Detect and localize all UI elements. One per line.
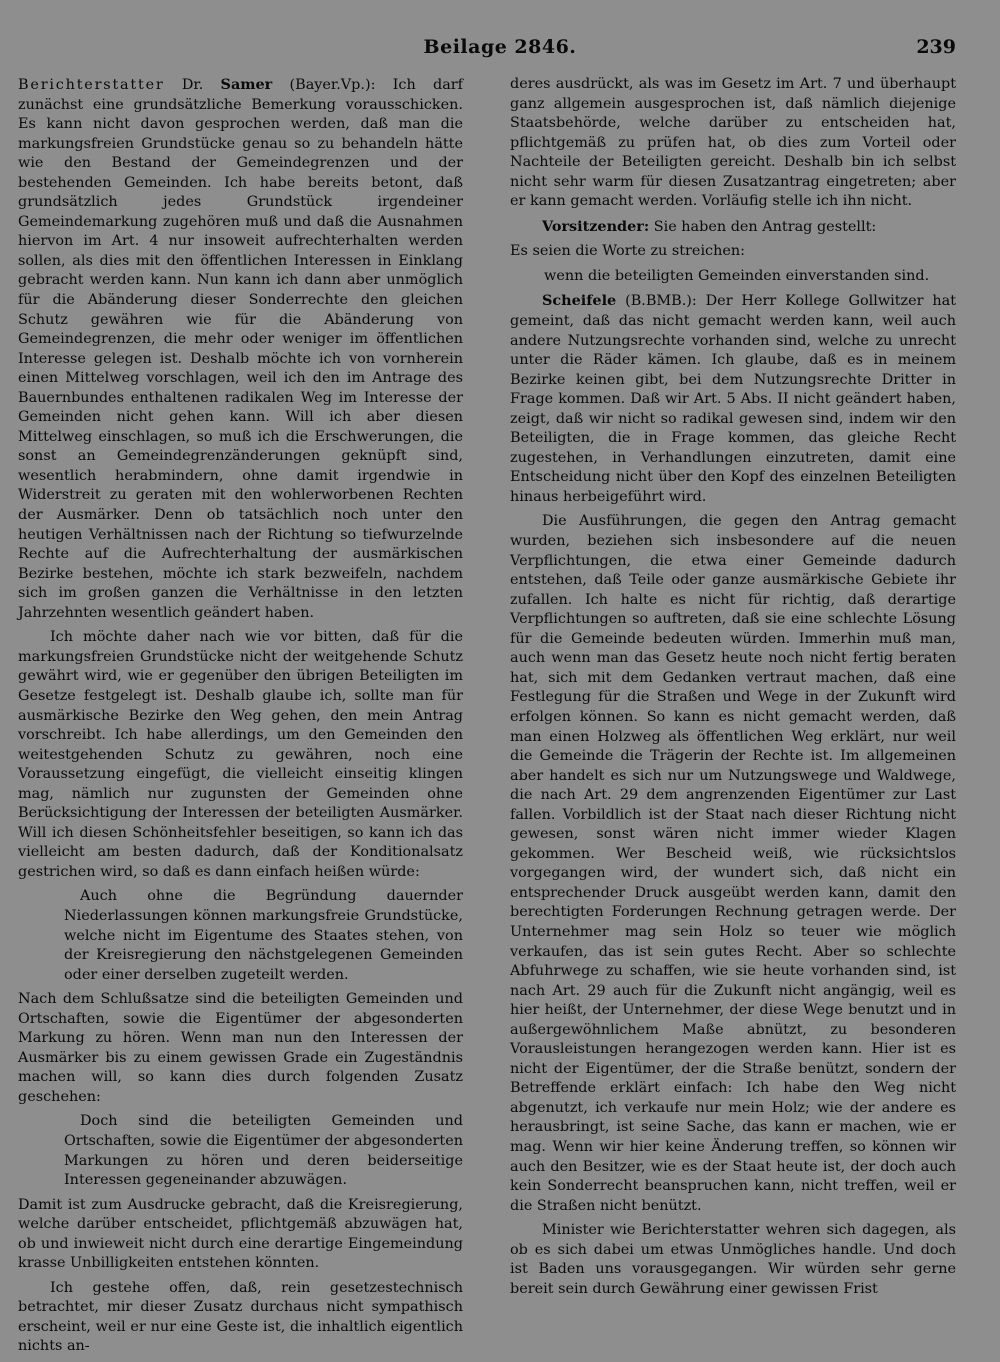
quoted-amendment: wenn die beteiligten Gemeinden einverstanden sind. <box>544 267 930 284</box>
paragraph-text: Der Herr Kollege Gollwitzer hat gemeint, daß das nicht gemacht werden kann, weil auch andere Nutzungsrechte vorhanden sind, welche zu unrecht unter die Räder kämen. Ich glaube, daß es in meinem Bezirke keinen gibt, bei dem Nutzungsrechte Dritter in Frage kommen. Daß wir Art. 5 Abs. II nicht geändert haben, zeigt, daß wir nicht so radikal gewesen sind, indem wir den Beteiligten, die in Frage kommen, das gleiche Recht zugestehen, in Verhandlungen einzutreten, damit eine Entscheidung nicht über den Kopf des einzelnen Beteiligten hinaus herbeigeführt wird. <box>510 293 956 505</box>
paragraph <box>18 75 463 623</box>
speaker-title: Dr. <box>164 77 221 93</box>
speaker-name: Scheifele <box>542 292 617 310</box>
quoted-amendment: Doch sind die beteiligten Gemeinden und Ortschaften, sowie die Eigentümer der abgesonderten Markungen zu hören und deren beiderseitige Interessen gegeneinander abzuwägen. <box>64 1113 463 1189</box>
right-column <box>510 75 956 1304</box>
speaker-name: Vorsitzender: <box>542 217 650 235</box>
paragraph: Minister wie Berichterstatter wehren sich dagegen, als ob es sich dabei um etwas Unmögliches handle. Und doch ist Baden uns vorausgegangen. Wir würden sehr gerne bereit sein durch Gewährung einer gewissen Frist <box>510 1222 956 1297</box>
speaker-party: (Bayer.Vp.): <box>272 77 393 93</box>
paragraph <box>510 291 956 507</box>
paragraph: Es seien die Worte zu streichen: <box>510 243 746 260</box>
quoted-amendment: Auch ohne die Begründung dauernder Niederlassungen können markungsfreie Grundstücke, welche nicht im Eigentume des Staates stehen, von der Kreisregierung den nächstgelegenen Gemeinden oder einer derselben zugeteilt werden. <box>64 888 463 983</box>
paragraph-text: Sie haben den Antrag gestellt: <box>649 218 877 235</box>
left-column <box>18 75 463 1362</box>
paragraph: deres ausdrückt, als was im Gesetz im Art. 7 und überhaupt ganz allgemein ausgesprochen ist, daß nämlich diejenige Staatsbehörde, welche darüber zu entscheiden hat, pflichtgemäß zu prüfen hat, ob dies zum Vorteil oder Nachteile der Beteiligten gereicht. Deshalb bin ich selbst nicht sehr warm für diesen Zusatzantrag eingetreten; aber er kann gemacht werden. Vorläufig stelle ich ihn nicht. <box>510 76 956 210</box>
speaker-role: Berichterstatter <box>18 77 165 93</box>
speaker-party: (B.BMB.): <box>616 293 706 310</box>
speaker-name: Samer <box>220 76 273 93</box>
paragraph: Damit ist zum Ausdrucke gebracht, daß die Kreisregierung, welche darüber entscheidet, pflichtgemäß abzuwägen hat, ob und inwieweit nicht durch eine derartige Eingemeindung krasse Unbilligkeiten entstehen könnten. <box>18 1196 463 1272</box>
paragraph: Nach dem Schlußsatze sind die beteiligten Gemeinden und Ortschaften, sowie die Eigentümer der abgesonderten Markung zu hören. Wenn man nun den Interessen der Ausmärker bis zu einem gewissen Grade ein Zugeständnis machen will, so kann dies durch folgenden Zusatz geschehen: <box>18 991 463 1105</box>
paragraph-text: Ich darf zunächst eine grundsätzliche Bemerkung vorausschicken. Es kann nicht davon gesprochen werden, daß man die markungsfreien Grundstücke genau so zu behandeln hätte wie den Bestand der Gemeindegrenzen und der bestehenden Gemeinden. Ich habe bereits betont, daß grundsätzlich jedes Grundstück irgendeiner Gemeindemarkung zugehören muß und daß die Ausnahmen hiervon im Art. 4 nur insoweit aufrechterhalten werden sollen, als dies mit den öffentlichen Interessen in Einklang gebracht werden kann. Nun kann ich dann aber unmöglich für die Abänderung dieser Sonderrechte den gleichen Schutz gewähren wie für die Abänderung von Gemeindegrenzen, die mehr oder weniger im öffentlichen Interesse gelegen ist. Deshalb möchte ich von vornherein einen Mittelweg vorschlagen, weil ich den im Antrage des Bauernbundes enthaltenen radikalen Weg im Interesse der Gemeinden nicht gehen kann. Will ich aber diesen Mittelweg einschlagen, so muß ich die Erschwerungen, die sonst an Gemeindegrenzänderungen geknüpft sind, wesentlich herabmindern, ohne damit irgendwie in Widerstreit zu geraten mit den wohlerworbenen Rechten der Ausmärker. Denn ob tatsächlich noch unter den heutigen Verhältnissen nach der Richtung so tiefwurzelnde Rechte auf die Aufrechterhaltung der ausmärkischen Bezirke bestehen, möchte ich stark bezweifeln, nachdem sich im großen ganzen die Verhältnisse in den letzten Jahrzehnten wesentlich geändert haben. <box>18 77 463 621</box>
paragraph: Die Ausführungen, die gegen den Antrag gemacht wurden, beziehen sich insbesondere auf die neuen Verpflichtungen, die etwa einer Gemeinde dadurch entstehen, daß Teile oder ganze ausmärkische Gebiete ihr zufallen. Ich halte es nicht für richtig, daß derartige Verpflichtungen so auftreten, daß sie eine schlechte Lösung für die Gemeinde bedeuten würden. Immerhin muß man, auch wenn man das Gesetz heute noch nicht fertig beraten hat, sich mit dem Gedanken vertraut machen, daß eine Festlegung für die Straßen und Wege in der Zukunft wird erfolgen können. So kann es nicht gemacht werden, daß man einen Holzweg als öffentlichen Weg erklärt, nur weil die Gemeinde die Trägerin der Rechte ist. Im allgemeinen aber handelt es sich nur um Nutzungswege und Waldwege, die nach Art. 29 dem angrenzenden Eigentümer zur Last fallen. Vorbildlich ist der Staat nach dieser Richtung nicht gewesen, sonst wären nicht immer wieder Klagen gekommen. Wer Bescheid weiß, wie rücksichtslos vorgegangen wird, der wundert sich, daß nicht ein entsprechender Druck ausgeübt werden kann, damit den berechtigten Forderungen Rechnung getragen werde. Der Unternehmer mag sein Holz so teuer wie möglich verkaufen, das ist sein gutes Recht. Aber so schlechte Abfuhrwege zu schaffen, wie sie heute vorhanden sind, ist nach Art. 29 auch für die Zukunft nicht angängig, weil es hier heißt, der Unternehmer, der diese Wege benutzt und in außergewöhnlichem Maße abnützt, zu besonderen Vorausleistungen herangezogen werden kann. Hier ist es nicht der Eigentümer, der die Straße benützt, sondern der Betreffende erklärt einfach: Ich habe den Weg nicht abgenutzt, ich verkaufe nur mein Holz; wie der andere es herausbringt, ist seine Sache, das kann er machen, wie er mag. Wenn wir hier keine Änderung treffen, so können wir auch den Besitzer, wie es der Staat heute ist, der doch auch kein Sonderrecht beanspruchen kann, nicht treffen, weil er die Straßen nicht benützt. <box>510 513 956 1214</box>
paragraph: Ich gestehe offen, daß, rein gesetzestechnisch betrachtet, mir dieser Zusatz durchaus nicht sympathisch erscheint, weil er nur eine Geste ist, die inhaltlich eigentlich nichts an- <box>18 1279 463 1355</box>
page-number: 239 <box>916 36 956 58</box>
page-header-title: Beilage 2846. <box>423 36 577 58</box>
paragraph: Ich möchte daher nach wie vor bitten, daß für die markungsfreien Grundstücke nicht der weitgehende Schutz gewährt wird, wie er gegenüber den übrigen Beteiligten im Gesetze festgelegt ist. Deshalb glaube ich, sollte man für ausmärkische Bezirke den Weg gehen, den mein Antrag vorschreibt. Ich habe allerdings, um den Gemeinden den weitestgehenden Schutz zu gewähren, noch eine Voraussetzung eingefügt, die vielleicht einseitig klingen mag, nämlich nur zugunsten der Gemeinden ohne Berücksichtigung der Interessen der beteiligten Ausmärker. Will ich diesen Schönheitsfehler beseitigen, so kann ich das vielleicht am besten dadurch, daß der Konditionalsatz gestrichen wird, so daß es dann einfach heißen würde: <box>18 629 463 880</box>
paragraph <box>510 217 956 238</box>
